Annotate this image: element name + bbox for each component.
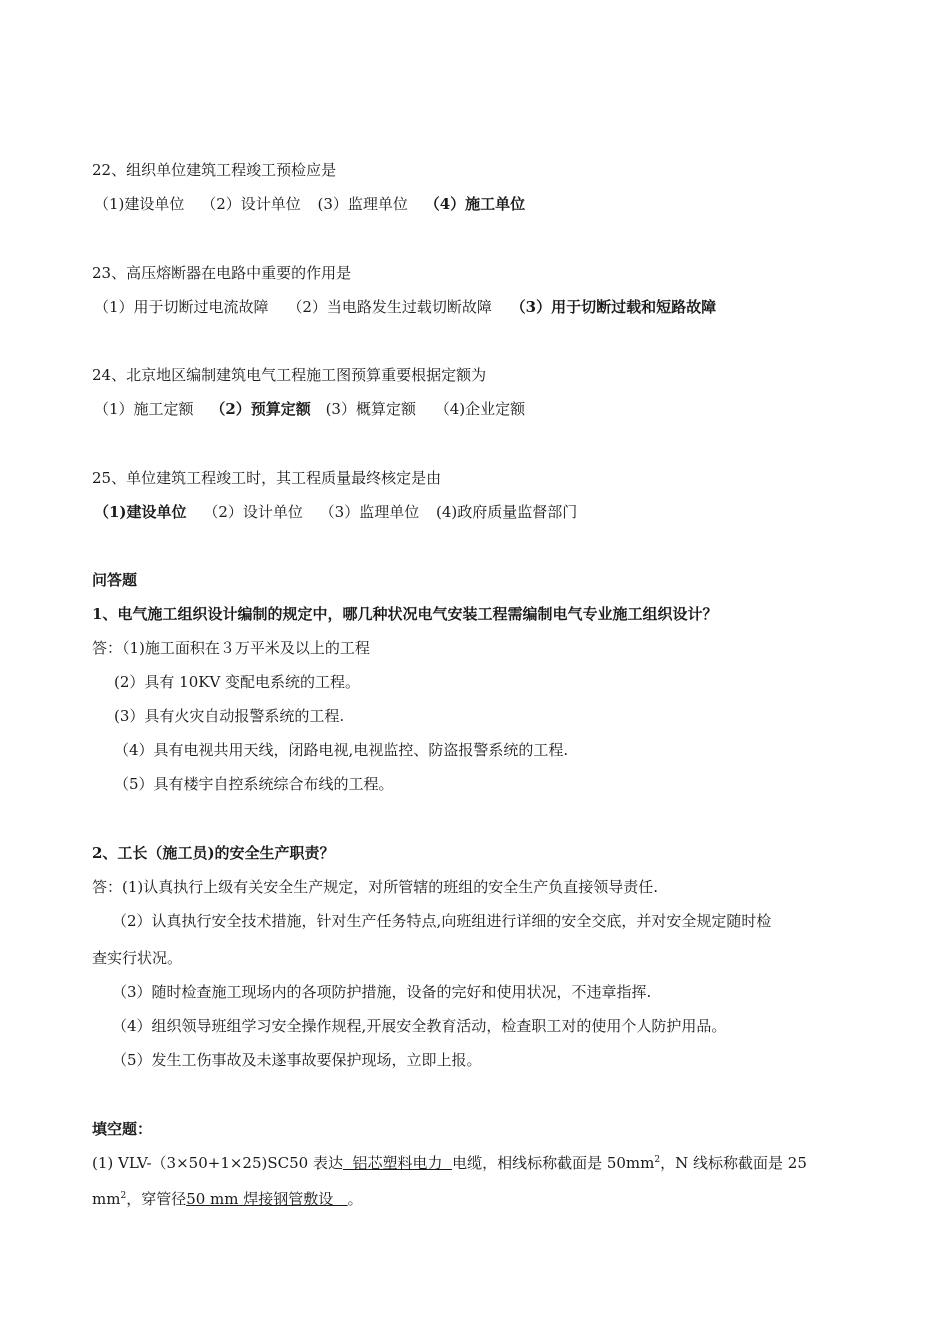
- question-23-option-1: （1）用于切断过电流故障: [94, 298, 269, 316]
- question-25-title: 25、单位建筑工程竣工时，其工程质量最终核定是由: [92, 469, 442, 487]
- qa-question-1-title: 1、电气施工组织设计编制的规定中，哪几种状况电气安装工程需编制电气专业施工组织设计？: [92, 605, 718, 623]
- fill-item-1-mid-2: ，N 线标称截面是 25: [660, 1154, 807, 1172]
- fill-item-1-line-1: [92, 1153, 807, 1173]
- question-24-option-4: （4)企业定额: [434, 400, 526, 418]
- qa-answer-1-line-3: (3）具有火灾自动报警系统的工程.: [114, 707, 345, 725]
- fill-item-1-line-2-prefix: mm: [92, 1190, 121, 1208]
- qa-answer-2-line-2: （2）认真执行安全技术措施，针对生产任务特点,向班组进行详细的安全交底，并对安全规定随时检: [112, 912, 772, 930]
- qa-answer-2-line-1: 答：(1)认真执行上级有关安全生产规定，对所管辖的班组的安全生产负直接领导责任.: [92, 878, 659, 896]
- question-23-option-2: （2）当电路发生过载切断故障: [287, 298, 492, 316]
- fill-item-1-prefix: (1) VLV-（3×50+1×25)SC50 表达: [92, 1154, 343, 1172]
- qa-answer-2-line-3: 查实行状况。: [92, 949, 183, 967]
- question-22-option-2: （2）设计单位: [201, 195, 301, 213]
- fill-item-1-end: 。: [347, 1190, 363, 1208]
- qa-question-2-title: 2、工长（施工员)的安全生产职责？: [92, 844, 335, 862]
- question-25-option-4: (4)政府质量监督部门: [435, 503, 578, 521]
- question-23-options: [94, 297, 716, 317]
- question-24-options: [94, 399, 525, 419]
- question-22-option-3: (3）监理单位: [317, 195, 408, 213]
- question-24-title: 24、北京地区编制建筑电气工程施工图预算重要根据定额为: [92, 366, 487, 384]
- qa-answer-2-line-4: （3）随时检查施工现场内的各项防护措施，设备的完好和使用状况，不违章指挥.: [112, 983, 652, 1001]
- question-23-option-3-answer: （3）用于切断过载和短路故障: [510, 298, 717, 316]
- qa-answer-1-line-4: （4）具有电视共用天线，闭路电视,电视监控、防盗报警系统的工程.: [114, 741, 569, 759]
- question-23-title: 23、高压熔断器在电路中重要的作用是: [92, 264, 352, 282]
- fill-section-heading: 填空题：: [92, 1120, 153, 1138]
- qa-answer-2-line-6: （5）发生工伤事故及未遂事故要保护现场，立即上报。: [112, 1051, 482, 1069]
- qa-answer-1-line-2: (2）具有 10KV 变配电系统的工程。: [114, 673, 361, 691]
- question-22-title: 22、组织单位建筑工程竣工预检应是: [92, 161, 337, 179]
- fill-item-1-blank-1: 铝芯塑料电力: [342, 1154, 453, 1172]
- fill-item-1-blank-2: 50 mm 焊接钢管敷设: [186, 1190, 348, 1208]
- question-25-option-3: （3）监理单位: [319, 503, 420, 521]
- question-24-option-2-answer: （2）预算定额: [210, 400, 311, 418]
- qa-answer-1-line-1: 答：（1)施工面积在３万平米及以上的工程: [92, 639, 370, 657]
- fill-item-1-sup-1: 2: [654, 1155, 661, 1165]
- question-24-option-3: (3）概算定额: [325, 400, 416, 418]
- fill-item-1-sup-2: 2: [120, 1191, 127, 1201]
- question-22-option-4-answer: （4）施工单位: [424, 195, 526, 213]
- question-22-options: [94, 194, 525, 214]
- question-25-options: [94, 502, 577, 522]
- fill-item-1-line-2-mid: ，穿管径: [126, 1190, 187, 1208]
- question-22-option-1: （1)建设单位: [94, 195, 185, 213]
- fill-item-1-mid: 电缆，相线标称截面是 50mm: [452, 1154, 655, 1172]
- question-25-option-2: （2）设计单位: [203, 503, 303, 521]
- question-25-option-1-answer: （1)建设单位: [94, 503, 187, 521]
- qa-section-heading: 问答题: [92, 571, 138, 589]
- fill-item-1-line-2: [92, 1189, 363, 1209]
- question-24-option-1: （1）施工定额: [94, 400, 194, 418]
- qa-answer-2-line-5: （4）组织领导班组学习安全操作规程,开展安全教育活动，检查职工对的使用个人防护用品。: [112, 1017, 727, 1035]
- qa-answer-1-line-5: （5）具有楼宇自控系统综合布线的工程。: [114, 775, 394, 793]
